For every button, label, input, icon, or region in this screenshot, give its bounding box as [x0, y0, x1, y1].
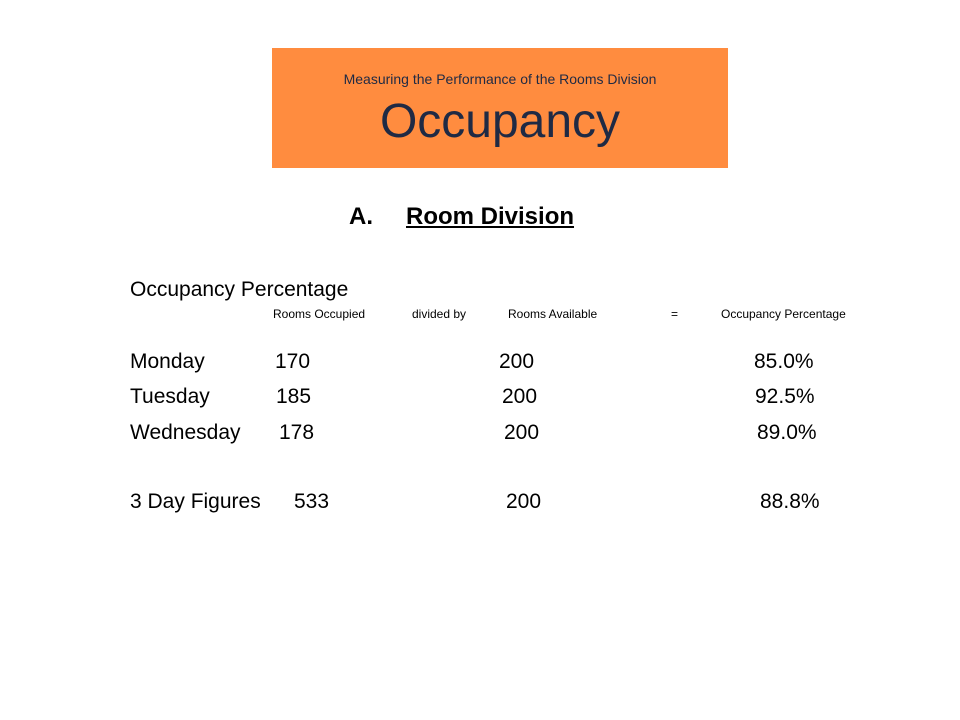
row-available-wednesday: 200	[504, 421, 540, 444]
formula-rooms-occupied: Rooms Occupied	[273, 307, 366, 321]
row-day-wednesday: Wednesday	[130, 421, 241, 444]
row-occupied-monday: 170	[275, 350, 311, 373]
total-occupied: 533	[294, 490, 330, 513]
total-label: 3 Day Figures	[130, 490, 261, 513]
formula-occupancy-percentage: Occupancy Percentage	[721, 307, 846, 321]
title-banner	[272, 48, 728, 168]
row-occupied-tuesday: 185	[276, 385, 312, 408]
row-available-tuesday: 200	[502, 385, 538, 408]
formula-equals: =	[671, 307, 679, 321]
row-percentage-tuesday: 92.5%	[755, 385, 815, 408]
row-percentage-wednesday: 89.0%	[757, 421, 817, 444]
formula-rooms-available: Rooms Available	[508, 307, 598, 321]
section-letter: A.	[349, 203, 373, 230]
slide-title: Occupancy	[379, 95, 621, 148]
row-occupied-wednesday: 178	[279, 421, 315, 444]
formula-divided-by: divided by	[412, 307, 467, 321]
total-available: 200	[506, 490, 542, 513]
slide-subtitle: Measuring the Performance of the Rooms Division	[343, 71, 657, 87]
row-day-monday: Monday	[130, 350, 205, 373]
section-name: Room Division	[406, 203, 575, 230]
occupancy-percentage-heading: Occupancy Percentage	[130, 278, 349, 301]
section-heading	[349, 203, 574, 231]
row-day-tuesday: Tuesday	[130, 385, 210, 408]
row-available-monday: 200	[499, 350, 535, 373]
total-percentage: 88.8%	[760, 490, 820, 513]
row-percentage-monday: 85.0%	[754, 350, 814, 373]
